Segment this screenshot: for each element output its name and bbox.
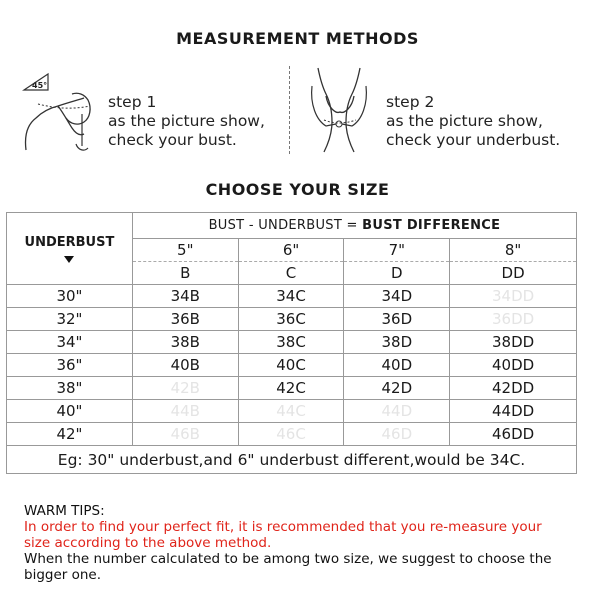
underbust-header [7,213,133,285]
underbust-cell: 32" [7,308,133,331]
underbust-cell: 38" [7,377,133,400]
table-row [7,377,577,400]
table-row [7,308,577,331]
size-cell: 44C [238,400,344,423]
table-row [7,400,577,423]
bust-difference-header-bold: BUST DIFFERENCE [362,218,501,233]
bust-difference-header-plain: BUST - UNDERBUST = [208,218,363,233]
cup-cell: DD [450,262,577,285]
size-cell: 42C [238,377,344,400]
size-cell: 36B [132,308,238,331]
size-cell: 34DD [450,285,577,308]
size-cell: 36DD [450,308,577,331]
difference-cell: 6" [238,239,344,262]
size-cell: 34C [238,285,344,308]
size-cell: 36C [238,308,344,331]
step-1-title: step 1 [108,93,157,111]
step-2-text [386,93,560,150]
step-1-text [108,93,265,150]
step-2-line-1: as the picture show, [386,112,543,130]
difference-cell: 5" [132,239,238,262]
bust-measure-illustration [18,64,98,154]
cup-cell: B [132,262,238,285]
size-cell: 38C [238,331,344,354]
cup-cell: D [344,262,450,285]
warm-tips [24,503,572,583]
table-row [7,423,577,446]
size-cell: 42D [344,377,450,400]
cup-cell: C [238,262,344,285]
size-cell: 38DD [450,331,577,354]
warm-tips-red-text: In order to find your perfect fit, it is recommended that you re-measure your size according to the above method. [24,519,542,551]
table-row [7,331,577,354]
size-cell: 46DD [450,423,577,446]
underbust-cell: 30" [7,285,133,308]
size-cell: 40B [132,354,238,377]
table-row [7,285,577,308]
underbust-cell: 34" [7,331,133,354]
size-cell: 34D [344,285,450,308]
size-cell: 40DD [450,354,577,377]
down-arrow-icon [64,256,74,263]
size-cell: 42DD [450,377,577,400]
example-note: Eg: 30" underbust,and 6" underbust different,would be 34C. [7,446,577,474]
difference-cell: 7" [344,239,450,262]
warm-tips-title: WARM TIPS: [24,503,105,519]
size-cell: 46D [344,423,450,446]
size-cell: 44D [344,400,450,423]
size-cell: 36D [344,308,450,331]
table-row [7,354,577,377]
steps-divider [289,66,290,154]
size-cell: 40D [344,354,450,377]
size-cell: 42B [132,377,238,400]
underbust-measure-illustration [298,64,380,154]
warm-tips-black-text: When the number calculated to be among two size, we suggest to choose the bigger one. [24,551,552,583]
size-rows [7,285,577,446]
choose-size-title: CHOOSE YOUR SIZE [205,180,390,199]
size-cell: 44B [132,400,238,423]
step-1-line-1: as the picture show, [108,112,265,130]
step-2-title: step 2 [386,93,435,111]
size-cell: 38B [132,331,238,354]
underbust-cell: 40" [7,400,133,423]
measurement-methods-title: MEASUREMENT METHODS [176,29,419,48]
size-cell: 34B [132,285,238,308]
step-1-line-2: check your bust. [108,131,237,149]
size-cell: 40C [238,354,344,377]
difference-cell: 8" [450,239,577,262]
size-chart-table [6,212,577,474]
underbust-cell: 36" [7,354,133,377]
size-cell: 44DD [450,400,577,423]
size-cell: 46B [132,423,238,446]
size-cell: 46C [238,423,344,446]
underbust-header-label: UNDERBUST [24,234,115,250]
angle-label: 45° [32,81,48,90]
size-cell: 38D [344,331,450,354]
underbust-cell: 42" [7,423,133,446]
step-2-line-2: check your underbust. [386,131,561,149]
bust-difference-header [132,213,576,239]
